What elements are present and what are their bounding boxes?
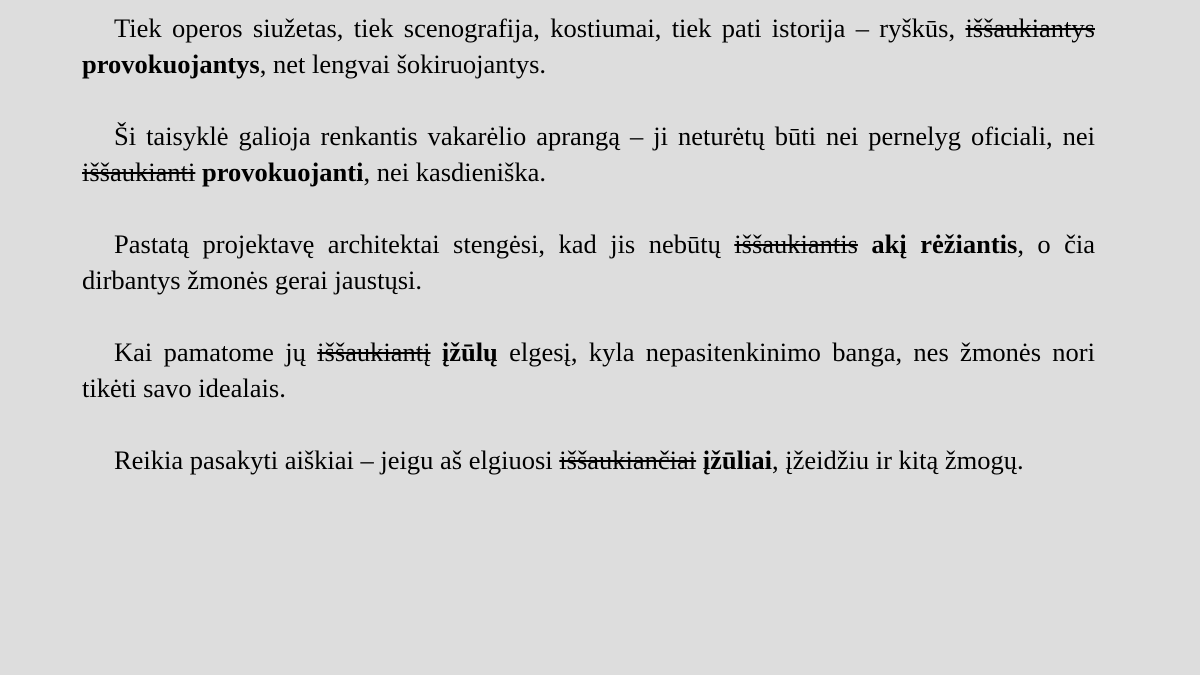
- paragraph-text: Reikia pasakyti aiškiai – jeigu aš elgiuosi: [114, 445, 560, 475]
- struck-word: iššaukiančiai: [559, 445, 697, 475]
- paragraph-text: Kai pamatome jų: [114, 337, 318, 367]
- replacement-word: įžūliai: [702, 445, 772, 475]
- paragraph-1: [82, 10, 1095, 82]
- paragraph-4: [82, 334, 1095, 406]
- struck-word: iššaukianti: [82, 157, 196, 187]
- paragraph-text: , o čia dirbantys žmonės gerai jaustųsi.: [82, 229, 1095, 295]
- struck-word: iššaukiantys: [965, 13, 1095, 43]
- paragraph-text: , įžeidžiu ir kitą žmogų.: [771, 445, 1024, 475]
- paragraph-text: , nei kasdieniška.: [363, 157, 546, 187]
- paragraph-text: Ši taisyklė galioja renkantis vakarėlio aprangą – ji neturėtų būti nei pernelyg oficiali, nei: [114, 121, 1095, 151]
- replacement-word: akį rėžiantis: [871, 229, 1018, 259]
- paragraph-text: Tiek operos siužetas, tiek scenografija, kostiumai, tiek pati istorija – ryškūs,: [114, 13, 966, 43]
- replacement-word: provokuojantys: [82, 49, 260, 79]
- struck-word: iššaukiantį: [317, 337, 431, 367]
- paragraph-text: , net lengvai šokiruojantys.: [259, 49, 547, 79]
- paragraph-text: Pastatą projektavę architektai stengėsi, kad jis nebūtų: [114, 229, 735, 259]
- paragraph-2: [82, 118, 1095, 190]
- paragraph-text: elgesį, kyla nepasitenkinimo banga, nes žmonės nori tikėti savo idealais.: [82, 337, 1095, 403]
- replacement-word: įžūlų: [441, 337, 498, 367]
- struck-word: iššaukiantis: [734, 229, 858, 259]
- replacement-word: provokuojanti: [201, 157, 364, 187]
- paragraph-3: [82, 226, 1095, 298]
- paragraph-5: [82, 442, 1095, 478]
